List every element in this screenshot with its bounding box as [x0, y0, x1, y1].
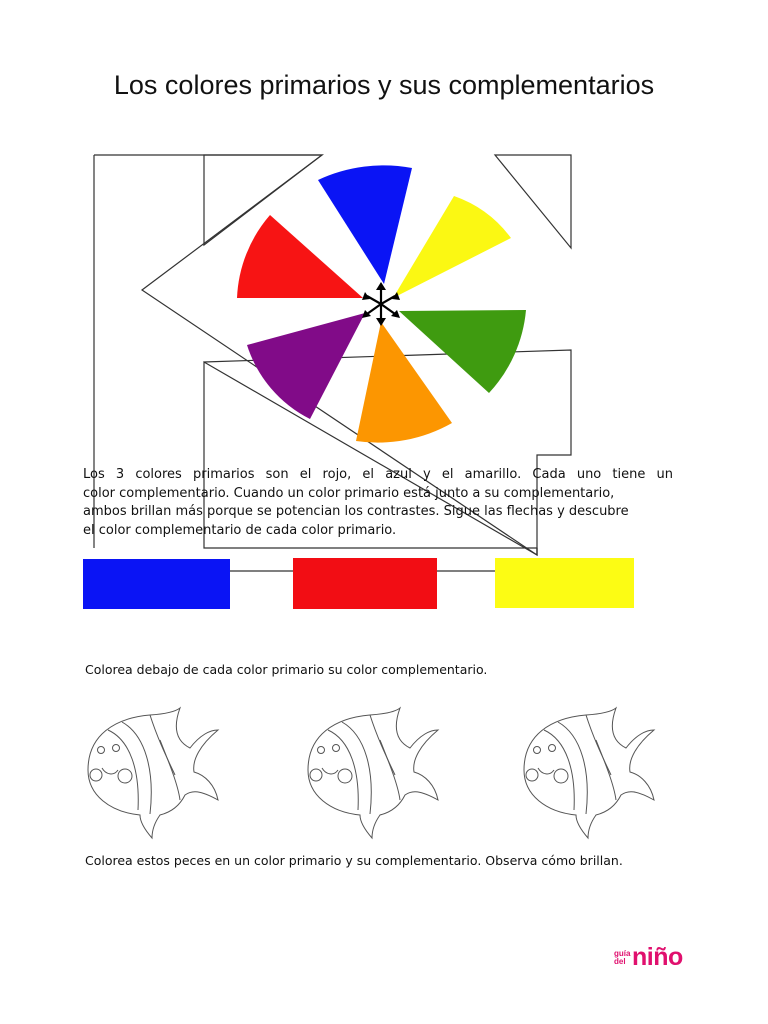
fish-2: [308, 708, 438, 838]
logo-guia-del-nino: [614, 943, 694, 974]
wheel-segment-amarillo: [393, 196, 511, 298]
intro-line-1: Los 3 colores primarios son el rojo, el azul y el amarillo. Cada uno tiene un: [83, 467, 673, 482]
intro-line-2: color complementario. Cuando un color primario está junto a su complementario,: [83, 485, 615, 501]
wheel-segment-morado: [247, 313, 365, 419]
logo-small-text: guía del: [614, 949, 631, 966]
center-arrows-icon: [362, 282, 400, 326]
logo-big-text: niño: [632, 943, 683, 971]
fish-3: [524, 708, 654, 838]
wheel-segment-rojo: [237, 215, 363, 298]
swatch-azul: [83, 559, 230, 609]
fish-1: [88, 708, 218, 838]
intro-paragraph: [83, 466, 673, 540]
wheel-segment-azul: [318, 165, 412, 284]
swatch-rojo: [293, 558, 437, 609]
instruction-color-fish: Colorea estos peces en un color primario y su complementario. Observa cómo brillan.: [85, 853, 623, 868]
intro-line-4: el color complementario de cada color primario.: [83, 522, 397, 538]
fish-drawings: [88, 708, 654, 838]
instruction-color-below: Colorea debajo de cada color primario su color complementario.: [85, 662, 488, 677]
page-title: Los colores primarios y sus complementarios: [113, 70, 655, 100]
swatch-amarillo: [495, 558, 634, 608]
intro-line-3: ambos brillan más porque se potencian los contrastes. Sigue las flechas y descubre: [83, 504, 629, 519]
color-wheel: [237, 165, 526, 442]
